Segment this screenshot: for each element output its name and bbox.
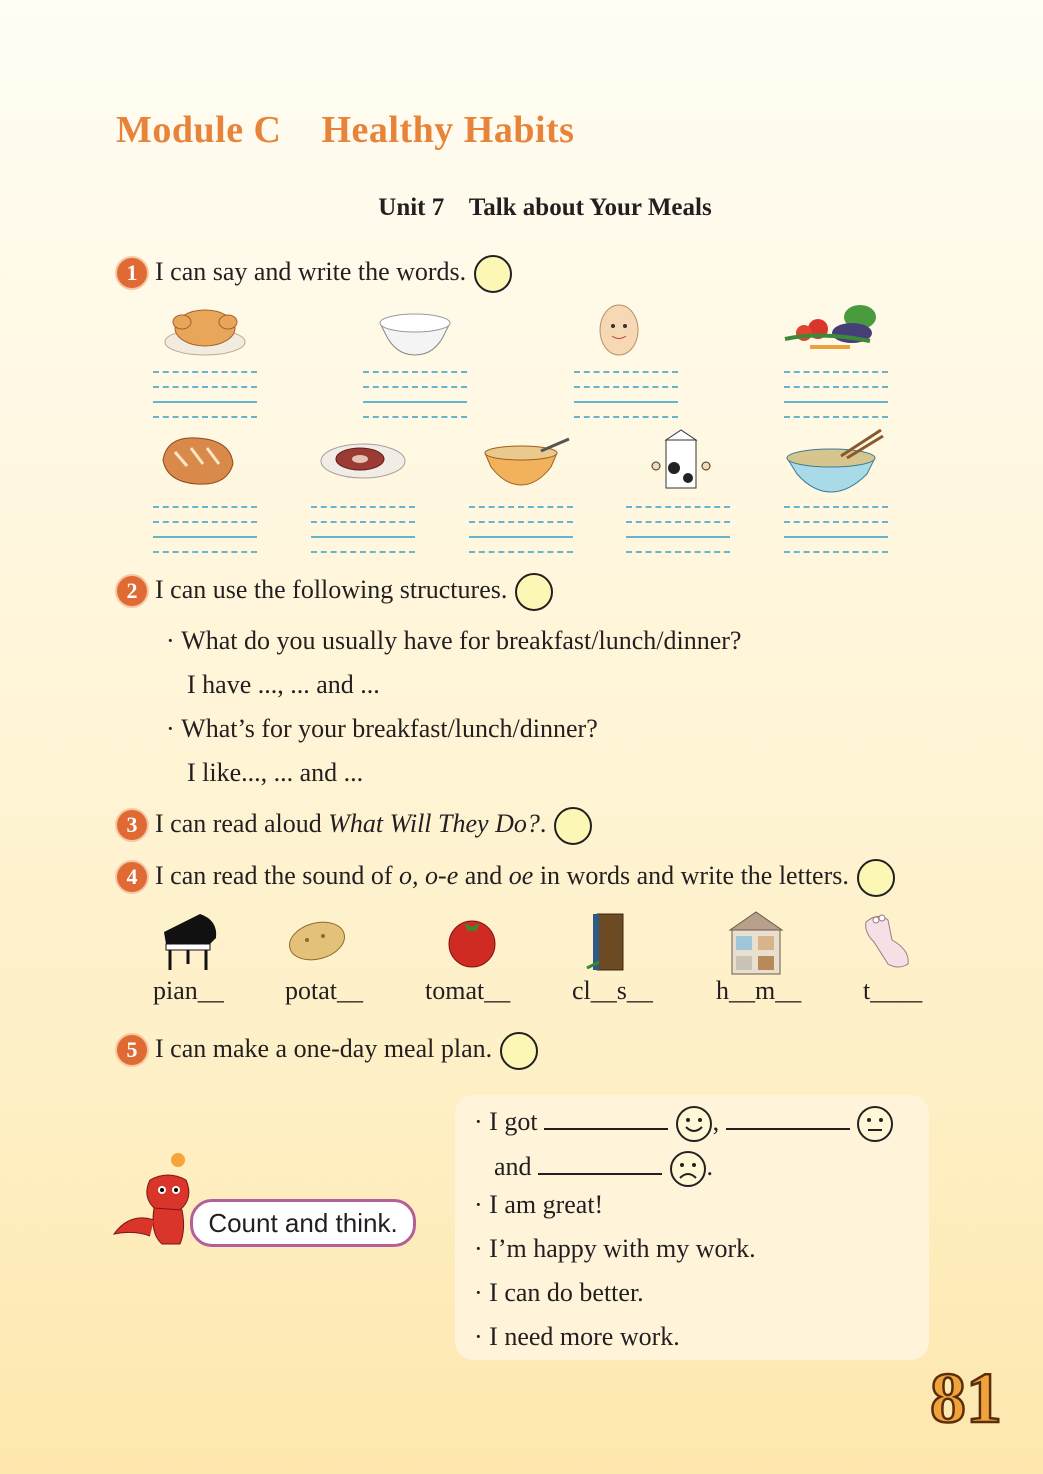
self-check-circle[interactable] (554, 807, 592, 845)
evaluation-item: · I need more work. (474, 1322, 680, 1351)
phonics-word-potato[interactable]: potat__ (285, 976, 363, 1005)
section-5-statement (155, 1032, 538, 1070)
structure-question-text: What’s for your breakfast/lunch/dinner? (181, 714, 598, 743)
writing-lines[interactable] (784, 506, 888, 566)
house-icon (728, 910, 784, 976)
vegetables-icon (780, 295, 890, 357)
writing-lines[interactable] (784, 371, 888, 431)
writing-lines[interactable] (626, 506, 730, 566)
smile-face-icon (675, 1105, 713, 1143)
section-3-text: I can read aloud (155, 808, 329, 838)
structure-answer-1: I have ..., ... and ... (187, 670, 380, 699)
page-number-text: 81 (930, 1358, 1002, 1430)
phonics-word-tomato[interactable]: tomat__ (425, 976, 511, 1005)
phonics-word-piano[interactable]: pian__ (153, 976, 224, 1005)
self-check-circle[interactable] (474, 255, 512, 293)
count-blank[interactable] (726, 1128, 850, 1130)
section-2-text: I can use the following structures. (155, 574, 508, 604)
door-icon (585, 912, 627, 974)
writing-lines[interactable] (363, 371, 467, 431)
rice-icon (375, 305, 455, 357)
story-title: What Will They Do? (328, 808, 540, 838)
writing-lines[interactable] (153, 506, 257, 566)
writing-lines[interactable] (469, 506, 573, 566)
module-title: Module C Healthy Habits (116, 109, 575, 151)
writing-lines[interactable] (311, 506, 415, 566)
section-number-1: 1 (117, 258, 147, 288)
got-text: I got (489, 1106, 538, 1136)
period: . (539, 808, 547, 838)
piano-icon (160, 912, 222, 972)
egg-icon (596, 300, 642, 358)
count-blank[interactable] (544, 1128, 668, 1130)
section-number-4: 4 (117, 862, 147, 892)
milk-icon (650, 428, 712, 492)
section-number-5: 5 (117, 1035, 147, 1065)
writing-lines[interactable] (153, 371, 257, 431)
sad-face-icon (669, 1150, 707, 1188)
section-4-text-end: in words and write the letters. (533, 860, 849, 890)
toe-icon (858, 910, 914, 972)
evaluation-item-text: I need more work. (489, 1322, 680, 1351)
self-check-circle[interactable] (857, 859, 895, 897)
evaluation-got-line: · I got , (474, 1105, 894, 1143)
self-check-circle[interactable] (500, 1032, 538, 1070)
evaluation-item: · I’m happy with my work. (474, 1234, 756, 1263)
section-number-3: 3 (117, 810, 147, 840)
neutral-face-icon (856, 1105, 894, 1143)
evaluation-item-text: I’m happy with my work. (489, 1234, 756, 1263)
tomato-icon (446, 913, 498, 969)
phonics-word-toe[interactable]: t____ (863, 976, 923, 1005)
structure-answer-2: I like..., ... and ... (187, 758, 364, 787)
letter-o-e: o-e (425, 860, 459, 890)
soup-icon (481, 437, 573, 489)
phonics-word-home[interactable]: h__m__ (716, 976, 802, 1005)
evaluation-item-text: I can do better. (489, 1278, 644, 1307)
and-text: and (458, 860, 509, 890)
structure-question-text: What do you usually have for breakfast/lunch/dinner? (181, 626, 742, 655)
count-and-think-bubble: Count and think. (190, 1199, 416, 1247)
section-1-statement (155, 255, 512, 293)
letter-oe: oe (508, 860, 534, 890)
and-text: and (494, 1151, 532, 1181)
structure-question-1: · What do you usually have for breakfast/lunch/dinner? (166, 626, 742, 655)
chicken-icon (160, 298, 250, 360)
section-number-2: 2 (117, 576, 147, 606)
section-4-statement (155, 859, 895, 897)
evaluation-item-text: I am great! (489, 1190, 604, 1219)
letter-o: o, (399, 860, 419, 890)
potato-icon (287, 918, 347, 964)
unit-title: Unit 7 Talk about Your Meals (378, 194, 712, 221)
phonics-word-close[interactable]: cl__s__ (572, 976, 653, 1005)
section-4-text: I can read the sound of (155, 860, 400, 890)
count-blank[interactable] (538, 1173, 662, 1175)
section-5-text: I can make a one-day meal plan. (155, 1033, 493, 1063)
page-number (928, 1358, 1008, 1430)
evaluation-item: · I am great! (474, 1190, 604, 1219)
self-check-circle[interactable] (515, 573, 553, 611)
evaluation-and-line: and . (494, 1150, 713, 1188)
structure-question-2: · What’s for your breakfast/lunch/dinner? (166, 714, 598, 743)
section-3-statement (155, 807, 592, 845)
writing-lines[interactable] (574, 371, 678, 431)
bread-icon (157, 430, 239, 490)
meat-icon (318, 437, 408, 481)
evaluation-item: · I can do better. (474, 1278, 644, 1307)
noodles-icon (783, 428, 885, 494)
section-1-text: I can say and write the words. (155, 256, 467, 286)
section-2-statement (155, 573, 553, 611)
